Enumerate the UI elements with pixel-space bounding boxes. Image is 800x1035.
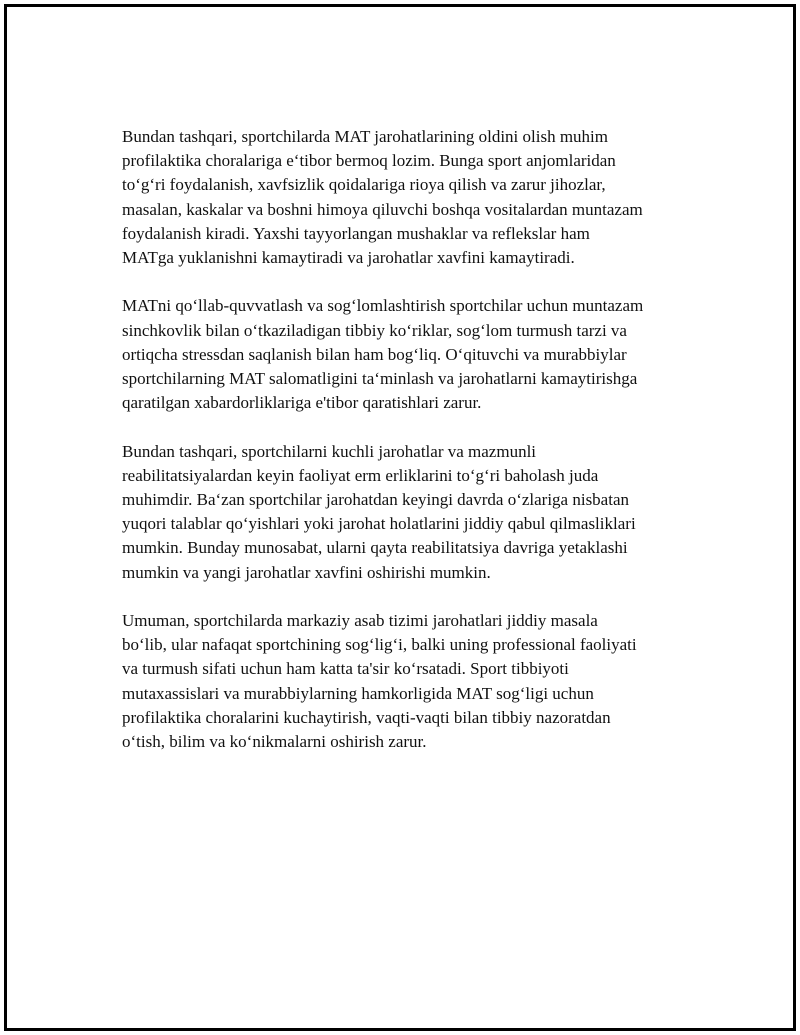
text-line: bo‘lib, ular nafaqat sportchining sog‘lig‘i, balki uning professional faoliyati [122, 635, 637, 655]
paragraph-3 [122, 440, 702, 585]
text-line: MATni qo‘llab-quvvatlash va sog‘lomlashtirish sportchilar uchun muntazam [122, 296, 644, 316]
page-frame [4, 4, 796, 1031]
text-line: Umuman, sportchilarda markaziy asab tizimi jarohatlari jiddiy masala [122, 611, 598, 631]
text-line: mumkin va yangi jarohatlar xavfini oshirishi mumkin. [122, 562, 491, 582]
text-line: mumkin. Bunday munosabat, ularni qayta reabilitatsiya davriga yetaklashi [122, 538, 628, 558]
text-line: sportchilarning MAT salomatligini ta‘minlash va jarohatlarni kamaytirishga [122, 369, 638, 389]
text-line: masalan, kaskalar va boshni himoya qiluvchi boshqa vositalardan muntazam [122, 199, 643, 219]
text-line: Bundan tashqari, sportchilarni kuchli jarohatlar va mazmunli [122, 441, 537, 461]
paragraph-1 [122, 125, 702, 270]
text-line: profilaktika choralariga e‘tibor bermoq lozim. Bunga sport anjomlaridan [122, 151, 616, 171]
text-line: reabilitatsiyalardan keyin faoliyat erm erliklarini to‘g‘ri baholash juda [122, 465, 599, 485]
text-line: qaratilgan xabardorliklariga e'tibor qaratishlari zarur. [122, 393, 482, 413]
text-line: muhimdir. Ba‘zan sportchilar jarohatdan keyingi davrda o‘zlariga nisbatan [122, 490, 629, 510]
paragraph-4 [122, 609, 702, 754]
document-body [122, 125, 702, 778]
text-line: foydalanish kiradi. Yaxshi tayyorlangan mushaklar va reflekslar ham [122, 223, 590, 243]
text-line: sinchkovlik bilan o‘tkaziladigan tibbiy ko‘riklar, sog‘lom turmush tarzi va [122, 320, 627, 340]
text-line: profilaktika choralarini kuchaytirish, vaqti-vaqti bilan tibbiy nazoratdan [122, 707, 611, 727]
text-line: to‘g‘ri foydalanish, xavfsizlik qoidalariga rioya qilish va zarur jihozlar, [122, 175, 606, 195]
text-line: Bundan tashqari, sportchilarda MAT jarohatlarining oldini olish muhim [122, 127, 609, 146]
text-line: o‘tish, bilim va ko‘nikmalarni oshirish zarur. [122, 732, 427, 752]
text-line: ortiqcha stressdan saqlanish bilan ham bog‘liq. O‘qituvchi va murabbiylar [122, 344, 627, 364]
text-line: yuqori talablar qo‘yishlari yoki jarohat holatlarini jiddiy qabul qilmasliklari [122, 514, 636, 534]
text-line: va turmush sifati uchun ham katta ta'sir ko‘rsatadi. Sport tibbiyoti [122, 659, 569, 679]
text-line: MATga yuklanishni kamaytiradi va jarohatlar xavfini kamaytiradi. [122, 248, 575, 268]
paragraph-2 [122, 294, 702, 415]
text-line: mutaxassislari va murabbiylarning hamkorligida MAT sog‘ligi uchun [122, 683, 594, 703]
